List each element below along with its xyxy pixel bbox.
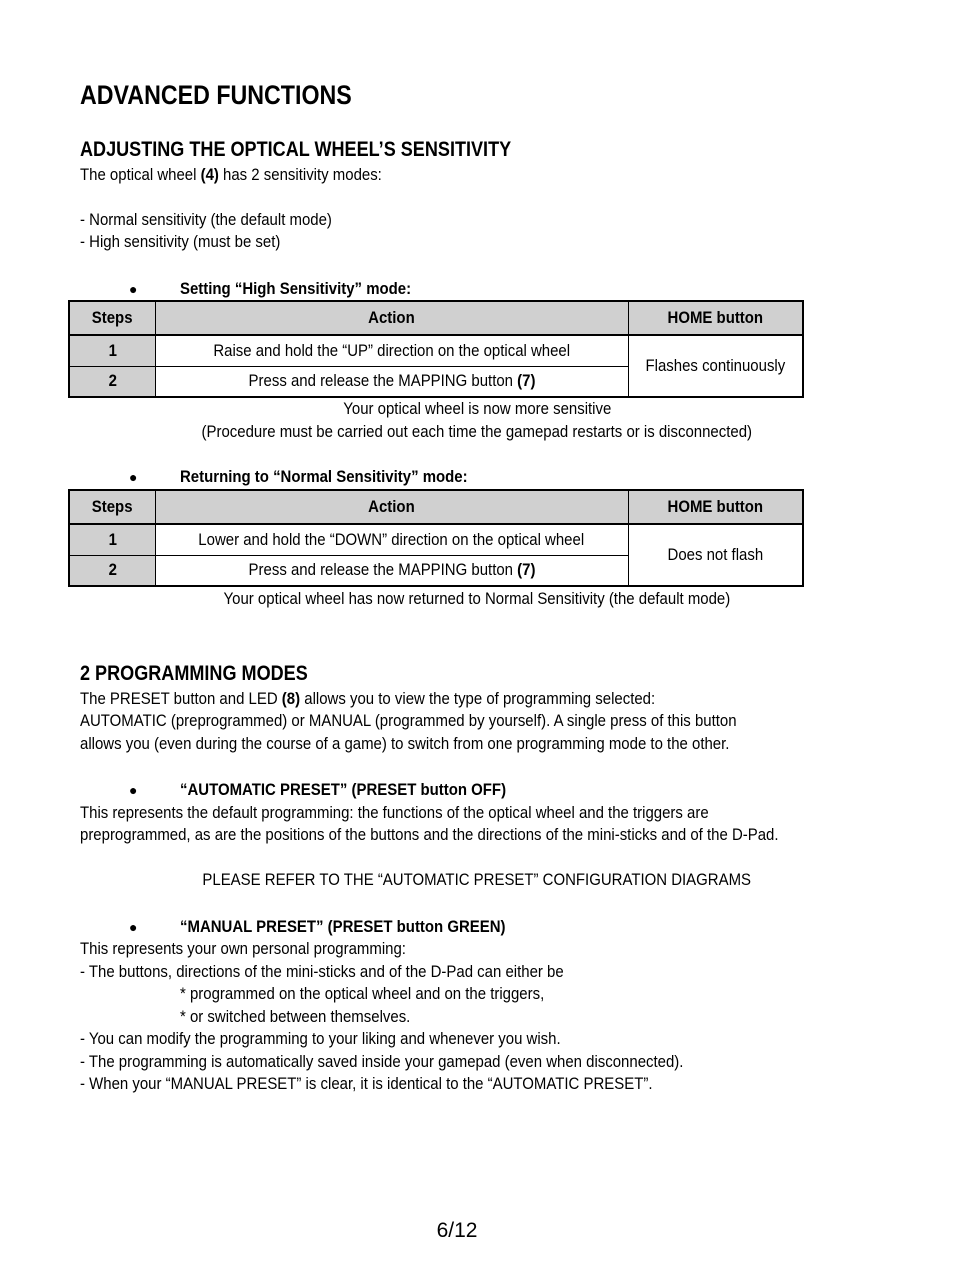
high-note-2: (Procedure must be carried out each time the gamepad restarts or is disconnected) [201,422,753,441]
bullet-manual-preset: “MANUAL PRESET” (PRESET button GREEN) [180,917,506,936]
manual-line: - The programming is automatically saved inside your gamepad (even when disconnected). [80,1052,684,1071]
manual-line: * or switched between themselves. [180,1007,411,1026]
table-row [69,524,803,555]
manual-line: - The buttons, directions of the mini-sticks and of the D-Pad can either be [80,962,564,981]
bullet-icon: ● [129,782,138,798]
mode-normal: - Normal sensitivity (the default mode) [80,210,332,229]
step-number: 2 [69,366,155,397]
automatic-line-2: preprogrammed, as are the positions of the buttons and the directions of the mini-sticks and of the D-Pad. [80,825,779,844]
step-action: Raise and hold the “UP” direction on the optical wheel [155,335,628,366]
page-title: ADVANCED FUNCTIONS [80,80,352,110]
manual-line: - You can modify the programming to your liking and whenever you wish. [80,1029,561,1048]
table-header-steps: Steps [69,301,155,335]
table-row [69,335,803,366]
bullet-normal-sensitivity: Returning to “Normal Sensitivity” mode: [180,467,468,486]
high-note-1: Your optical wheel is now more sensitive [342,399,612,418]
manual-line: - When your “MANUAL PRESET” is clear, it is identical to the “AUTOMATIC PRESET”. [80,1074,653,1093]
sensitivity-intro: The optical wheel (4) has 2 sensitivity modes: [80,165,382,184]
bullet-automatic-preset: “AUTOMATIC PRESET” (PRESET button OFF) [180,780,507,799]
home-button-status: Flashes continuously [628,335,803,397]
table-header-home: HOME button [628,490,803,524]
table-header-action: Action [155,490,628,524]
step-action: Lower and hold the “DOWN” direction on the optical wheel [155,524,628,555]
page-number: 6/12 [436,1219,478,1242]
bullet-icon: ● [129,281,138,297]
automatic-line-1: This represents the default programming: the functions of the optical wheel and the triggers are [80,803,709,822]
home-button-status: Does not flash [628,524,803,586]
programming-p2: AUTOMATIC (preprogrammed) or MANUAL (programmed by yourself). A single press of this button [80,711,737,730]
high-sensitivity-table [68,300,804,398]
normal-sensitivity-table [68,489,804,587]
manual-line: This represents your own personal programming: [80,939,406,958]
table-header-steps: Steps [69,490,155,524]
bullet-high-sensitivity: Setting “High Sensitivity” mode: [180,279,412,298]
table-header-home: HOME button [628,301,803,335]
bullet-icon: ● [129,469,138,485]
normal-note: Your optical wheel has now returned to Normal Sensitivity (the default mode) [223,589,731,608]
programming-p1: The PRESET button and LED (8) allows you to view the type of programming selected: [80,689,656,708]
section-heading-programming-modes: 2 PROGRAMMING MODES [80,662,308,685]
table-header-action: Action [155,301,628,335]
step-number: 1 [69,524,155,555]
manual-line: * programmed on the optical wheel and on the triggers, [180,984,545,1003]
bullet-icon: ● [129,919,138,935]
mode-high: - High sensitivity (must be set) [80,232,281,251]
section-heading-sensitivity: ADJUSTING THE OPTICAL WHEEL’S SENSITIVITY [80,138,512,161]
refer-diagrams: PLEASE REFER TO THE “AUTOMATIC PRESET” CONFIGURATION DIAGRAMS [202,870,752,889]
step-action: Press and release the MAPPING button (7) [155,366,628,397]
step-number: 2 [69,555,155,586]
step-action: Press and release the MAPPING button (7) [155,555,628,586]
step-number: 1 [69,335,155,366]
programming-p3: allows you (even during the course of a game) to switch from one programming mode to the other. [80,734,730,753]
